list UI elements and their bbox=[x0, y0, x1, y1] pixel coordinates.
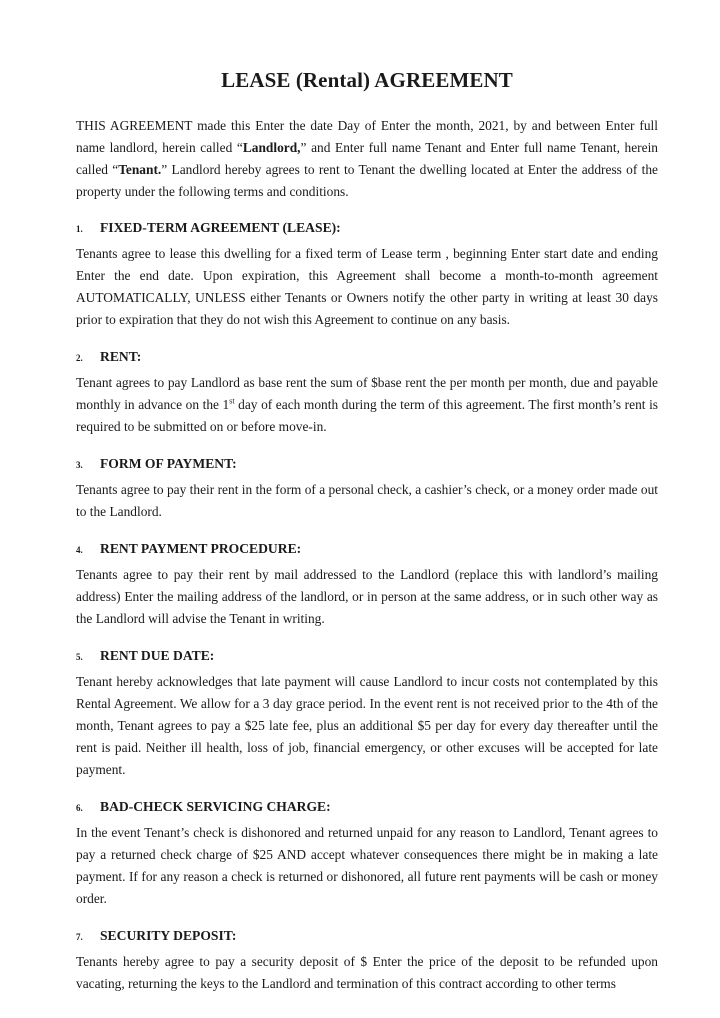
intro-paragraph bbox=[76, 115, 658, 203]
section-number: 5. bbox=[76, 652, 83, 662]
section-text: Tenant hereby acknowledges that late payment will cause Landlord to incur costs not contemplated by this Rental Agreement. We allow for a 3 day grace period. In the event rent is not received prior to the 4th of the month, Tenant agrees to pay a $25 late fee, plus an additional $5 per day for every day thereafter until the rent is paid. Neither ill health, loss of job, financial emergency, or other excuses will be accepted for late payment. bbox=[76, 674, 658, 777]
section-number: 3. bbox=[76, 460, 83, 470]
section-rent-due-date bbox=[76, 645, 658, 781]
tenant-term: Tenant. bbox=[118, 162, 162, 177]
rent-text-1: Tenant agrees to pay Landlord as base rent the sum of $base rent the per month per month, due and payable monthly in advance on the 1 bbox=[76, 375, 658, 412]
section-text: Tenants agree to pay their rent in the form of a personal check, a cashier’s check, or a money order made out to the Landlord. bbox=[76, 482, 658, 519]
section-title: RENT: bbox=[100, 349, 142, 364]
section-number: 2. bbox=[76, 353, 83, 363]
section-title: BAD-CHECK SERVICING CHARGE: bbox=[100, 799, 331, 814]
section-title: FIXED-TERM AGREEMENT (LEASE): bbox=[100, 220, 341, 235]
section-heading bbox=[76, 453, 658, 476]
section-heading bbox=[76, 796, 658, 819]
section-number: 4. bbox=[76, 545, 83, 555]
section-text: Tenants hereby agree to pay a security deposit of $ Enter the price of the deposit to be refunded upon vacating, returning the keys to the Landlord and termination of this contract according to other terms bbox=[76, 954, 658, 991]
section-number: 6. bbox=[76, 803, 83, 813]
intro-text-3: ” Landlord hereby agrees to rent to Tenant the dwelling located at Enter the address of the property under the following terms and conditions. bbox=[76, 162, 658, 199]
section-heading bbox=[76, 346, 658, 369]
section-heading bbox=[76, 925, 658, 948]
ordinal-suffix: st bbox=[229, 396, 235, 406]
rent-text-2: day of each month during the term of this agreement. The first month’s rent is required to be submitted on or before move-in. bbox=[76, 397, 658, 434]
section-number: 1. bbox=[76, 224, 83, 234]
section-security-deposit bbox=[76, 925, 658, 995]
intro-text-1: THIS AGREEMENT made this Enter the date Day of Enter the month, 2021, by and between Enter full name landlord, herein called “ bbox=[76, 118, 658, 155]
section-text: In the event Tenant’s check is dishonored and returned unpaid for any reason to Landlord, Tenant agrees to pay a returned check charge of $25 AND accept whatever consequences there might be in making a late payment. If for any reason a check is returned or dishonored, all future rent payments will be cash or money order. bbox=[76, 825, 658, 906]
section-title: SECURITY DEPOSIT: bbox=[100, 928, 237, 943]
section-form-of-payment bbox=[76, 453, 658, 523]
section-heading bbox=[76, 645, 658, 668]
intro-text-2: ” and Enter full name Tenant and Enter full name Tenant, herein called “ bbox=[76, 140, 659, 177]
section-title: RENT DUE DATE: bbox=[100, 648, 215, 663]
section-text: Tenants agree to lease this dwelling for a fixed term of Lease term , beginning Enter start date and ending Enter the end date. Upon expiration, this Agreement shall become a month-to-month agreement AUTOMATICALLY, UNLESS either Tenants or Owners notify the other party in writing at least 30 days prior to expiration that they do not wish this Agreement to continue on any basis. bbox=[76, 246, 658, 327]
section-text bbox=[76, 372, 658, 438]
section-rent-payment-procedure bbox=[76, 538, 658, 630]
landlord-term: Landlord, bbox=[242, 140, 301, 155]
document-title: LEASE (Rental) AGREEMENT bbox=[221, 68, 513, 92]
section-heading bbox=[76, 538, 658, 561]
section-fixed-term bbox=[76, 217, 658, 331]
section-heading bbox=[76, 217, 658, 240]
section-rent bbox=[76, 346, 658, 438]
section-title: RENT PAYMENT PROCEDURE: bbox=[100, 541, 302, 556]
section-title: FORM OF PAYMENT: bbox=[100, 456, 237, 471]
section-text: Tenants agree to pay their rent by mail addressed to the Landlord (replace this with landlord’s mailing address) Enter the mailing address of the landlord, or in person at the same address, or in such other way as the Landlord will advise the Tenant in writing. bbox=[76, 567, 658, 626]
section-number: 7. bbox=[76, 932, 83, 942]
section-bad-check-charge bbox=[76, 796, 658, 910]
